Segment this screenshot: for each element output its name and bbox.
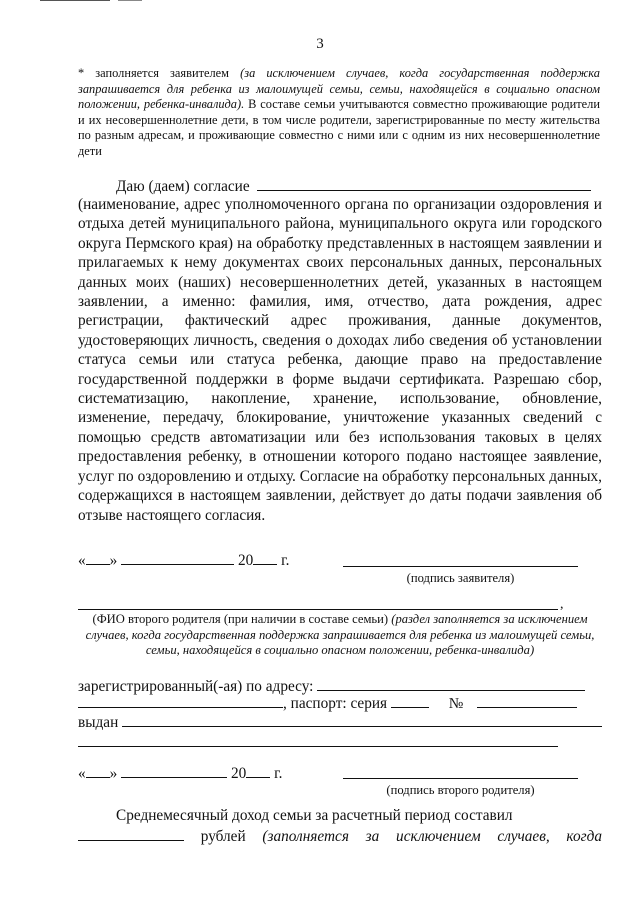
footnote xyxy=(78,66,600,160)
second-parent-caption-plain: (ФИО второго родителя (при наличии в составе семьи) xyxy=(92,612,389,626)
income-text: Среднемесячный доход семьи за расчетный период составил xyxy=(116,807,513,824)
issued-by-field[interactable] xyxy=(122,712,602,727)
year-prefix: 20 xyxy=(237,552,254,569)
consent-intro-line xyxy=(78,176,602,196)
year-prefix: 20 xyxy=(230,765,247,782)
second-parent-name-field[interactable] xyxy=(78,609,558,610)
number-sign: № xyxy=(448,695,464,712)
day-field[interactable] xyxy=(86,764,110,778)
footnote-italic: (за исключением случаев, когда государственная поддержка запрашивается для ребенка из малоимущей семьи, семьи, находящейся в социально опасном положении, ребенка-инвалида). xyxy=(78,66,600,112)
passport-row xyxy=(78,693,577,713)
consent-intro: Даю (даем) согласие xyxy=(116,178,250,195)
second-parent-caption xyxy=(78,612,602,659)
issued-label: выдан xyxy=(78,714,119,731)
passport-series-field[interactable] xyxy=(391,693,429,708)
passport-label: , паспорт: серия xyxy=(283,695,388,712)
top-edge-rule xyxy=(118,0,142,1)
second-parent-signature-field[interactable] xyxy=(343,778,578,779)
year-field[interactable] xyxy=(253,551,277,565)
year-field[interactable] xyxy=(246,764,270,778)
address-field-continued[interactable] xyxy=(78,693,283,708)
address-field[interactable] xyxy=(317,676,585,691)
footnote-rest: В составе семьи учитываются совместно проживающие родители и их несовершеннолетние дети, в том числе родители, зарегистрированные по месту жительства по разным адресам, и проживающие совместно с ними или с одним из них несовершеннолетние дети xyxy=(78,97,600,158)
quote-close: » xyxy=(109,765,118,782)
quote-open: « xyxy=(78,765,86,782)
footnote-lead: * заполняется заявителем xyxy=(78,66,230,80)
applicant-signature-field[interactable] xyxy=(343,566,578,567)
issued-row xyxy=(78,712,602,732)
day-field[interactable] xyxy=(86,551,110,565)
issued-by-field-continued[interactable] xyxy=(78,746,558,747)
date-second-parent xyxy=(78,764,282,783)
second-parent-caption-italic: (раздел заполняется за исключением случаев, когда государственная поддержка запрашивается для ребенка из малоимущей семьи, семьи, находящейся в социально опасном положении, ребенка-инвалида) xyxy=(85,612,595,658)
quote-open: « xyxy=(78,552,86,569)
rubles-label: рублей xyxy=(200,828,246,845)
applicant-signature-caption: (подпись заявителя) xyxy=(406,571,515,585)
quote-close: » xyxy=(109,552,118,569)
page-number: 3 xyxy=(316,36,324,52)
date-applicant xyxy=(78,551,289,570)
name-comma: , xyxy=(560,597,564,612)
authority-name-field[interactable] xyxy=(257,176,591,191)
consent-text: (наименование, адрес уполномоченного органа по организации оздоровления и отдыха детей муниципального района, муниципального округа или городского округа Пермского края) на обработку представленных в настоящем заявлении и прилагаемых к нему документах своих персональных данных, персональных данных моих (наших) несовершеннолетних детей, указанных в настоящем заявлении, а именно: фамилия, имя, отчество, дата рождения, адрес регистрации, фактический адрес проживания, данные документов, удостоверяющих личность, сведения о доходах либо сведения об установлении статуса семьи или статуса ребенка, дающие право на предоставление государственной поддержки в форме выдачи сертификата. Разрешаю сбор, систематизацию, накопление, хранение, использование, обновление, изменение, передачу, блокирование, уничтожение указанных сведений с помощью средств автоматизации или без использования таковых в целях предоставления ребенку, в отношении которого подано настоящее заявление, услуг по оздоровлению и отдыху. Согласие на обработку персональных данных, содержащихся в настоящем заявлении, действует до даты подачи заявления об отзыве настоящего согласия. xyxy=(78,196,602,524)
top-edge-rule xyxy=(40,0,110,1)
month-field[interactable] xyxy=(121,551,234,565)
month-field[interactable] xyxy=(121,764,227,778)
income-line xyxy=(78,806,602,825)
year-suffix: г. xyxy=(281,552,290,569)
income-line-2 xyxy=(78,826,602,846)
year-suffix: г. xyxy=(274,765,283,782)
passport-number-field[interactable] xyxy=(477,693,577,708)
income-amount-field[interactable] xyxy=(78,826,184,841)
second-parent-signature-caption: (подпись второго родителя) xyxy=(386,783,535,797)
income-italic: (заполняется за исключением случаев, когда xyxy=(262,828,602,845)
address-label: зарегистрированный(-ая) по адресу: xyxy=(78,678,314,695)
